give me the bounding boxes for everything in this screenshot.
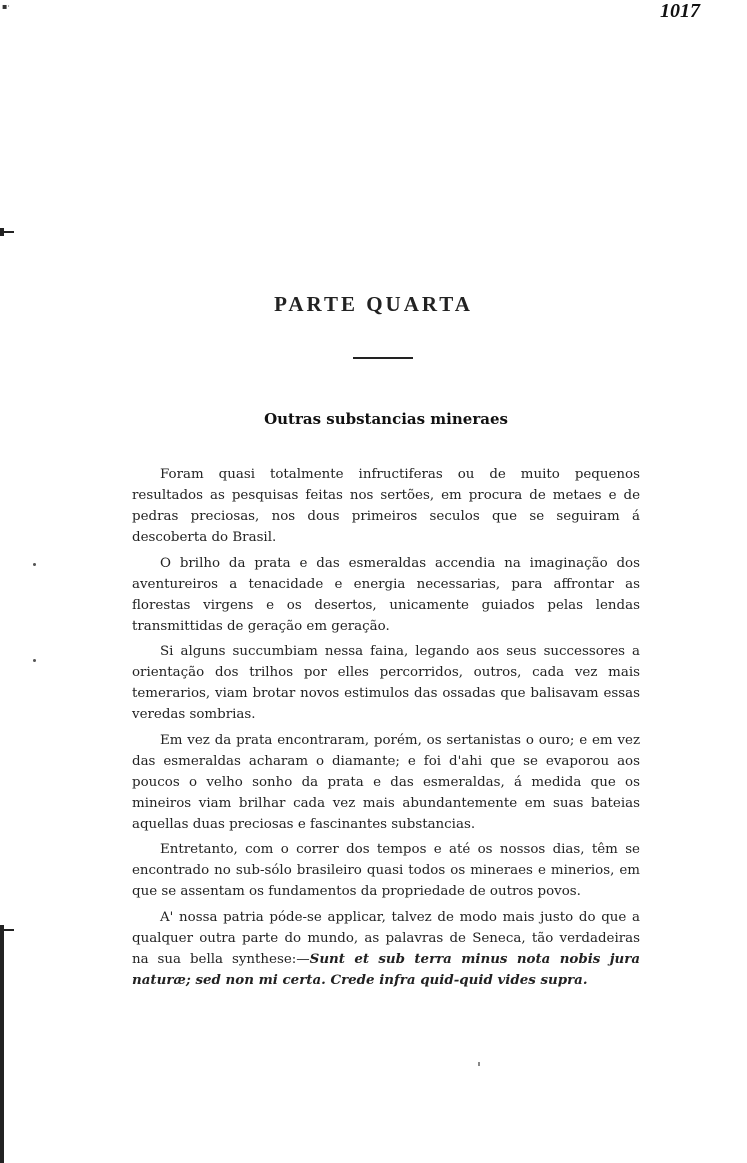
margin-speck — [33, 659, 36, 662]
binding-rule-bottom — [0, 925, 4, 1163]
section-title: Outras substancias mineraes — [264, 410, 508, 428]
part-title: PARTE QUARTA — [274, 292, 473, 316]
corner-mark: ▪· — [2, 2, 10, 11]
body-text — [132, 464, 640, 995]
paragraph: Si alguns succumbiam nessa faina, legando aos seus successores a orientação dos trilhos por elles percorridos, outros, cada vez mais temerarios, viam brotar novos estimulos das ossadas que balisavam essas veredas sombrias. — [132, 644, 640, 722]
paragraph-text: A' nossa patria póde-se applicar, talvez de modo mais justo do que a qualquer outra parte do mundo, as palavras de Seneca, tão verdadeiras na sua bella synthese:— — [132, 909, 640, 967]
paragraph-last — [132, 907, 640, 991]
paragraph: Em vez da prata encontraram, porém, os sertanistas o ouro; e em vez das esmeraldas acharam o diamante; e foi d'ahi que se evaporou aos poucos o velho sonho da prata e das esmeraldas, á medida que os mineiros viam brilhar cada vez mais abundantemente em suas bateias aquellas duas preciosas e fascinantes substancias. — [132, 732, 640, 832]
bottom-speck — [478, 1062, 480, 1066]
paragraph: Foram quasi totalmente infructiferas ou de muito pequenos resultados as pesquisas feitas nos sertões, em procura de metaes e de pedras preciosas, nos dous primeiros seculos que se seguiram á descoberta do Brasil. — [132, 467, 640, 545]
binding-tick-top — [0, 231, 14, 233]
latin-quote: Sunt et sub terra minus nota nobis jura naturæ; sed non mi certa. Crede infra quid-quid vides supra. — [132, 950, 641, 988]
page-number: 1017 — [660, 0, 700, 22]
paragraph: O brilho da prata e das esmeraldas accendia na imaginação dos aventureiros a tenacidade e energia necessarias, para affrontar as florestas virgens e os desertos, unicamente guiados pelas lendas transmittidas de geração em geração. — [132, 555, 640, 634]
margin-speck — [33, 563, 36, 566]
title-rule — [353, 357, 413, 359]
paragraph: Entretanto, com o correr dos tempos e até os nossos dias, têm se encontrado no sub-sólo brasileiro quasi todos os mineraes e minerios, em que se assentam os fundamentos da propriedade de outros povos. — [132, 842, 640, 899]
binding-tick-bottom — [0, 929, 14, 931]
